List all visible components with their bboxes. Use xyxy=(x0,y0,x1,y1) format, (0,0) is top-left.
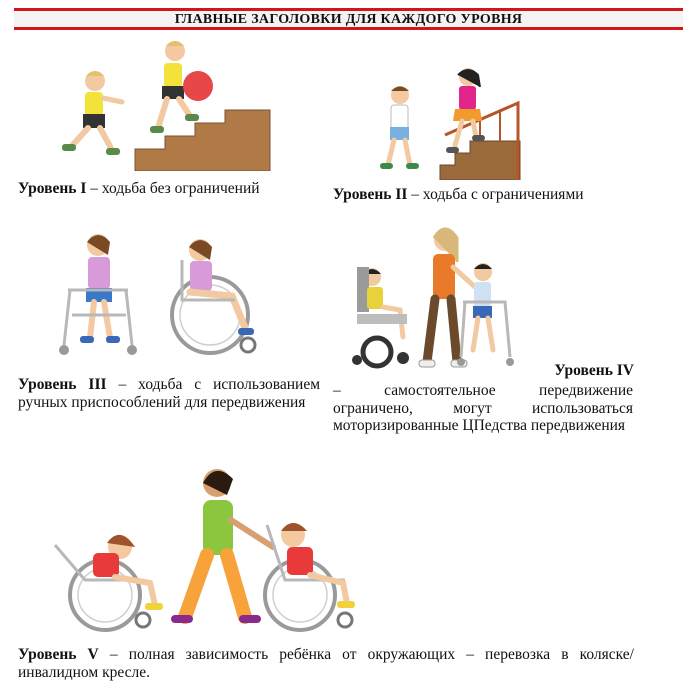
level-3-text: – ходьба с использованием ручных приспособлений для передвижения xyxy=(18,376,321,411)
level-1-caption xyxy=(18,180,338,198)
level-4-illustration xyxy=(345,222,515,372)
level-1-label: Уровень I xyxy=(18,180,87,197)
level-2-caption xyxy=(333,186,673,204)
level-1-text: – ходьба без ограничений xyxy=(86,180,260,197)
level-4-text: – самостоятельное передвижение ограничено, могут использоваться моторизированные ЦПедства передвижения xyxy=(333,382,633,434)
level-5-caption xyxy=(18,646,634,681)
level-3-caption xyxy=(18,376,320,411)
level-3-label: Уровень III xyxy=(18,376,107,393)
section-title: ГЛАВНЫЕ ЗАГОЛОВКИ ДЛЯ КАЖДОГО УРОВНЯ xyxy=(174,12,523,27)
level-5-text: – полная зависимость ребёнка от окружающих – перевозка в коляске/инвалидном кресле. xyxy=(18,646,634,681)
level-2-illustration xyxy=(370,65,525,180)
level-3-illustration xyxy=(50,220,270,365)
level-5-label: Уровень V xyxy=(18,646,99,663)
level-5-illustration xyxy=(45,465,375,635)
section-header xyxy=(14,8,683,30)
level-4-caption xyxy=(333,382,633,435)
level-1-illustration xyxy=(40,36,275,171)
level-4-label: Уровень IV xyxy=(554,362,634,379)
level-2-text: – ходьба с ограничениями xyxy=(407,186,584,203)
level-4-label-block xyxy=(520,362,634,380)
level-2-label: Уровень II xyxy=(333,186,408,203)
